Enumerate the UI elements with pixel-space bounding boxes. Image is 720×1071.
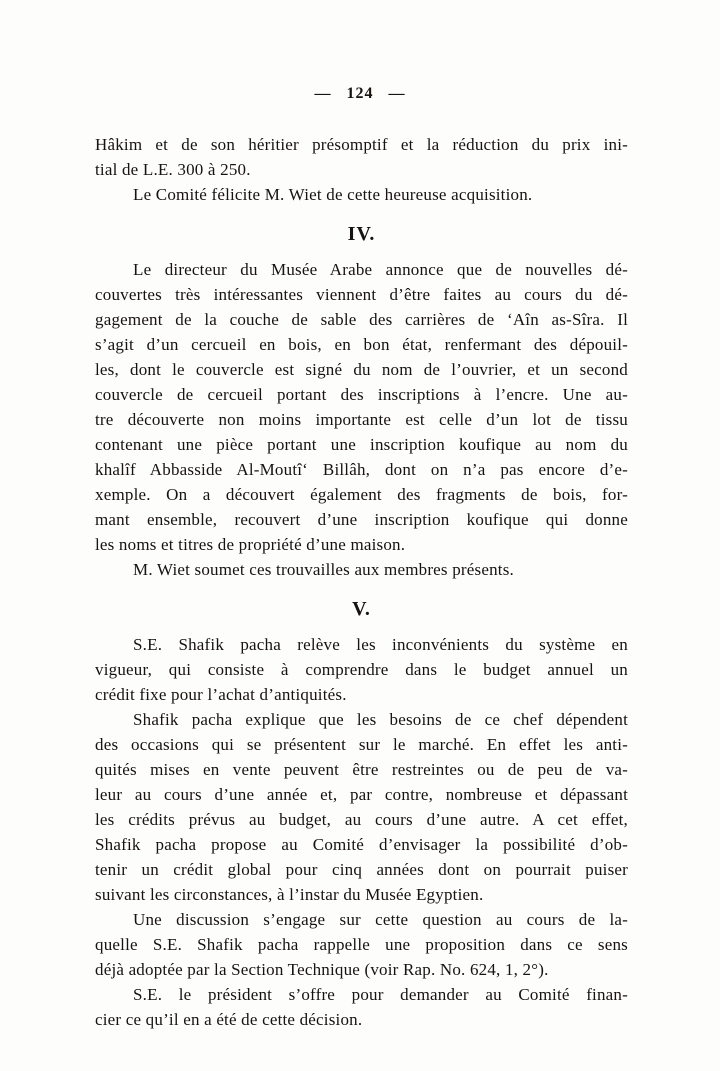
paragraph xyxy=(95,982,628,1032)
text-line: Le Comité félicite M. Wiet de cette heureuse acquisition. xyxy=(133,185,533,204)
text-line: mant ensemble, recouvert d’une inscription koufique qui donne xyxy=(95,510,628,529)
text-line: S.E. Shafik pacha relève les inconvénients du système en xyxy=(133,635,628,654)
paragraph xyxy=(95,182,628,207)
paragraph xyxy=(95,707,628,907)
text-line: Une discussion s’engage sur cette question au cours de la- xyxy=(133,910,628,929)
page-number: — 124 — xyxy=(314,85,406,102)
text-line: gagement de la couche de sable des carrières de ‘Aîn as-Sîra. Il xyxy=(95,310,628,329)
text-line: couvercle de cercueil portant des inscriptions à l’encre. Une au- xyxy=(95,385,628,404)
text-line: Shafik pacha propose au Comité d’envisager la possibilité d’ob- xyxy=(95,835,628,854)
text-line: quités mises en vente peuvent être restreintes ou de peu de va- xyxy=(95,760,628,779)
text-line: Hâkim et de son héritier présomptif et la réduction du prix ini- xyxy=(95,135,628,154)
paragraph xyxy=(95,257,628,557)
text-line: Le directeur du Musée Arabe annonce que de nouvelles dé- xyxy=(133,260,628,279)
paragraph xyxy=(95,557,628,582)
text-line: des occasions qui se présentent sur le marché. En effet les anti- xyxy=(95,735,628,754)
text-line: crédit fixe pour l’achat d’antiquités. xyxy=(95,685,347,704)
text-line: M. Wiet soumet ces trouvailles aux membres présents. xyxy=(133,560,514,579)
text-line: tre découverte non moins importante est celle d’un lot de tissu xyxy=(95,410,628,429)
page-body xyxy=(95,132,628,1032)
text-line: quelle S.E. Shafik pacha rappelle une proposition dans ce sens xyxy=(95,935,628,954)
text-line: leur au cours d’une année et, par contre, nombreuse et dépassant xyxy=(95,785,628,804)
text-line: contenant une pièce portant une inscription koufique au nom du xyxy=(95,435,628,454)
paragraph xyxy=(95,632,628,707)
text-line: suivant les circonstances, à l’instar du Musée Egyptien. xyxy=(95,885,484,904)
text-line: s’agit d’un cercueil en bois, en bon état, renfermant des dépouil- xyxy=(95,335,628,354)
text-line: vigueur, qui consiste à comprendre dans le budget annuel un xyxy=(95,660,628,679)
text-line: les noms et titres de propriété d’une maison. xyxy=(95,535,406,554)
text-line: khalîf Abbasside Al-Moutî‘ Billâh, dont on n’a pas encore d’e- xyxy=(95,460,628,479)
section-heading-v: V. xyxy=(352,598,371,620)
text-line: les, dont le couvercle est signé du nom de l’ouvrier, et un second xyxy=(95,360,628,379)
section-heading-iv: IV. xyxy=(347,223,376,245)
text-line: les crédits prévus au budget, au cours d’une autre. A cet effet, xyxy=(95,810,628,829)
paragraph-continuation xyxy=(95,132,628,182)
text-line: déjà adoptée par la Section Technique (voir Rap. No. 624, 1, 2°). xyxy=(95,960,549,979)
text-line: xemple. On a découvert également des fragments de bois, for- xyxy=(95,485,628,504)
text-line: S.E. le président s’offre pour demander au Comité finan- xyxy=(133,985,628,1004)
text-line: Shafik pacha explique que les besoins de ce chef dépendent xyxy=(133,710,628,729)
paragraph xyxy=(95,907,628,982)
text-line: tial de L.E. 300 à 250. xyxy=(95,160,251,179)
text-line: couvertes très intéressantes viennent d’être faites au cours du dé- xyxy=(95,285,628,304)
text-line: tenir un crédit global pour cinq années dont on pourrait puiser xyxy=(95,860,628,879)
text-line: cier ce qu’il en a été de cette décision. xyxy=(95,1010,363,1029)
